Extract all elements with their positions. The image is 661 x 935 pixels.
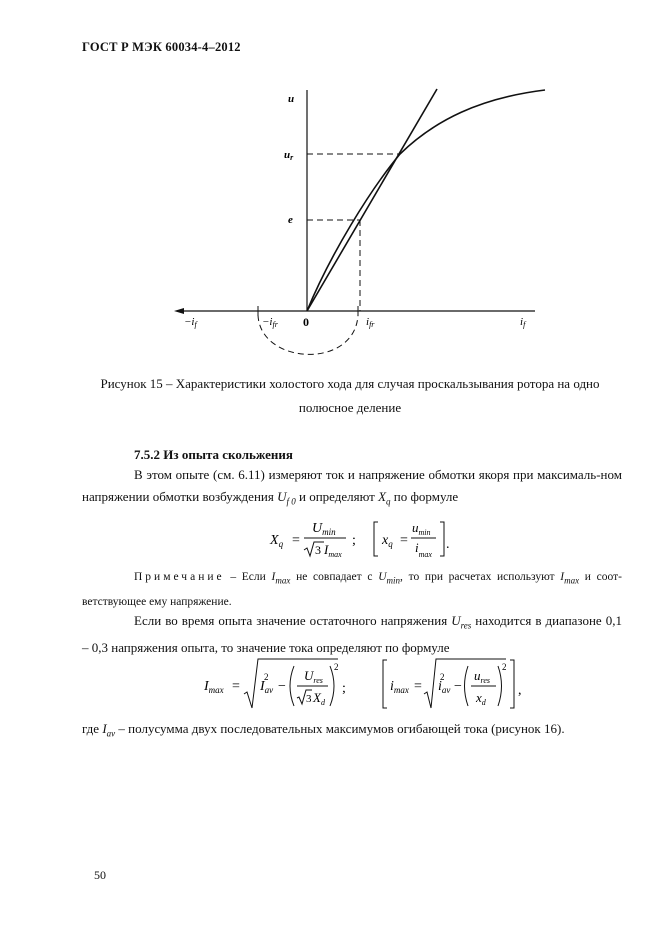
- svg-text:iav: $i_{av}$: [438, 679, 451, 695]
- label-ur: ur: [284, 149, 294, 162]
- svg-text:=: =: [292, 533, 300, 548]
- svg-text:=: =: [232, 679, 240, 694]
- svg-text:−: −: [278, 679, 286, 694]
- svg-text:Imax: $I_{max}$: [204, 679, 224, 695]
- svg-text:=: =: [414, 679, 422, 694]
- svg-text:ures: $u_{res}$: [474, 668, 490, 685]
- label-ifr: ifr: [366, 316, 375, 329]
- paragraph-method: В этом опыте (см. 6.11) измеряют ток и напряжение обмотки якоря при максималь-ном напряжении обмотки возбуждения $U_{f 0}$ и определяют $X_q$ по формуле: [82, 467, 622, 507]
- label-e: e: [288, 214, 293, 226]
- paragraph-residual: Если во время опыта значение остаточного напряжения $U_{res}$ находится в диапазоне 0,1 – 0,3 напряжения опыта, то значение тока определяют по формуле: [82, 613, 622, 655]
- svg-text:−: −: [454, 679, 462, 694]
- x-axis-arrow-left: [174, 308, 184, 314]
- svg-text:Xd: $X_d$: [313, 690, 325, 707]
- svg-text:umin: $u_{min}$: [412, 520, 431, 537]
- svg-text:Umin: $U_{min}$: [312, 521, 336, 537]
- air-gap-line: [307, 89, 437, 311]
- label-neg-if: −if: [184, 316, 197, 329]
- svg-text:,: ,: [518, 683, 522, 698]
- no-load-characteristic-figure: [170, 80, 570, 390]
- svg-text:imax: $i_{max}$: [415, 540, 432, 559]
- svg-text:xd: $x_d$: [476, 690, 486, 707]
- figure-caption-line1: Рисунок 15 – Характеристики холостого хода для случая проскальзывания ротора на одно: [100, 376, 600, 391]
- svg-text:3: 3: [315, 543, 321, 557]
- svg-text:Xq: $X_q$: [270, 533, 284, 549]
- svg-text:2: 2: [264, 672, 269, 682]
- svg-text:2: 2: [334, 662, 339, 672]
- label-if: if: [520, 316, 526, 329]
- figure-caption-line2: полюсное деление: [298, 400, 402, 415]
- note-paragraph: Примечание – Если $I_{max}$ не совпадает с $U_{min}$, то при расчетах используют $I_{max}$ и соот-ветствующее ему напряжение.: [82, 571, 622, 609]
- label-origin: 0: [303, 315, 309, 329]
- label-u-top: u: [288, 93, 295, 105]
- svg-text:2: 2: [440, 672, 445, 682]
- section-title: 7.5.2 Из опыта скольжения: [134, 447, 293, 462]
- document-header: ГОСТ Р МЭК 60034-4–2012: [82, 40, 241, 54]
- svg-text:Ures: $U_{res}$: [304, 668, 323, 685]
- page-number: 50: [94, 868, 106, 882]
- formula-xq: [260, 516, 460, 564]
- svg-text:Iav: $I_{av}$: [260, 679, 274, 695]
- svg-text:imax: $i_{max}$: [390, 679, 409, 695]
- label-neg-ifr: −ifr: [262, 316, 278, 329]
- paragraph-iav-definition: где $I_{av}$ – полусумма двух последовательных максимумов огибающей тока (рисунок 16).: [82, 721, 565, 739]
- svg-text:Imax: $I_{max}$: [324, 542, 342, 559]
- svg-text:.: .: [446, 537, 450, 552]
- svg-text:xq: $x_q$: [382, 533, 393, 549]
- svg-text:;: ;: [342, 681, 346, 696]
- svg-text:2: 2: [502, 662, 507, 672]
- no-load-curve: [307, 90, 545, 311]
- formula-imax: [200, 656, 530, 714]
- svg-text:3: 3: [306, 693, 312, 705]
- svg-text:=: =: [400, 533, 408, 548]
- svg-text:;: ;: [352, 533, 356, 548]
